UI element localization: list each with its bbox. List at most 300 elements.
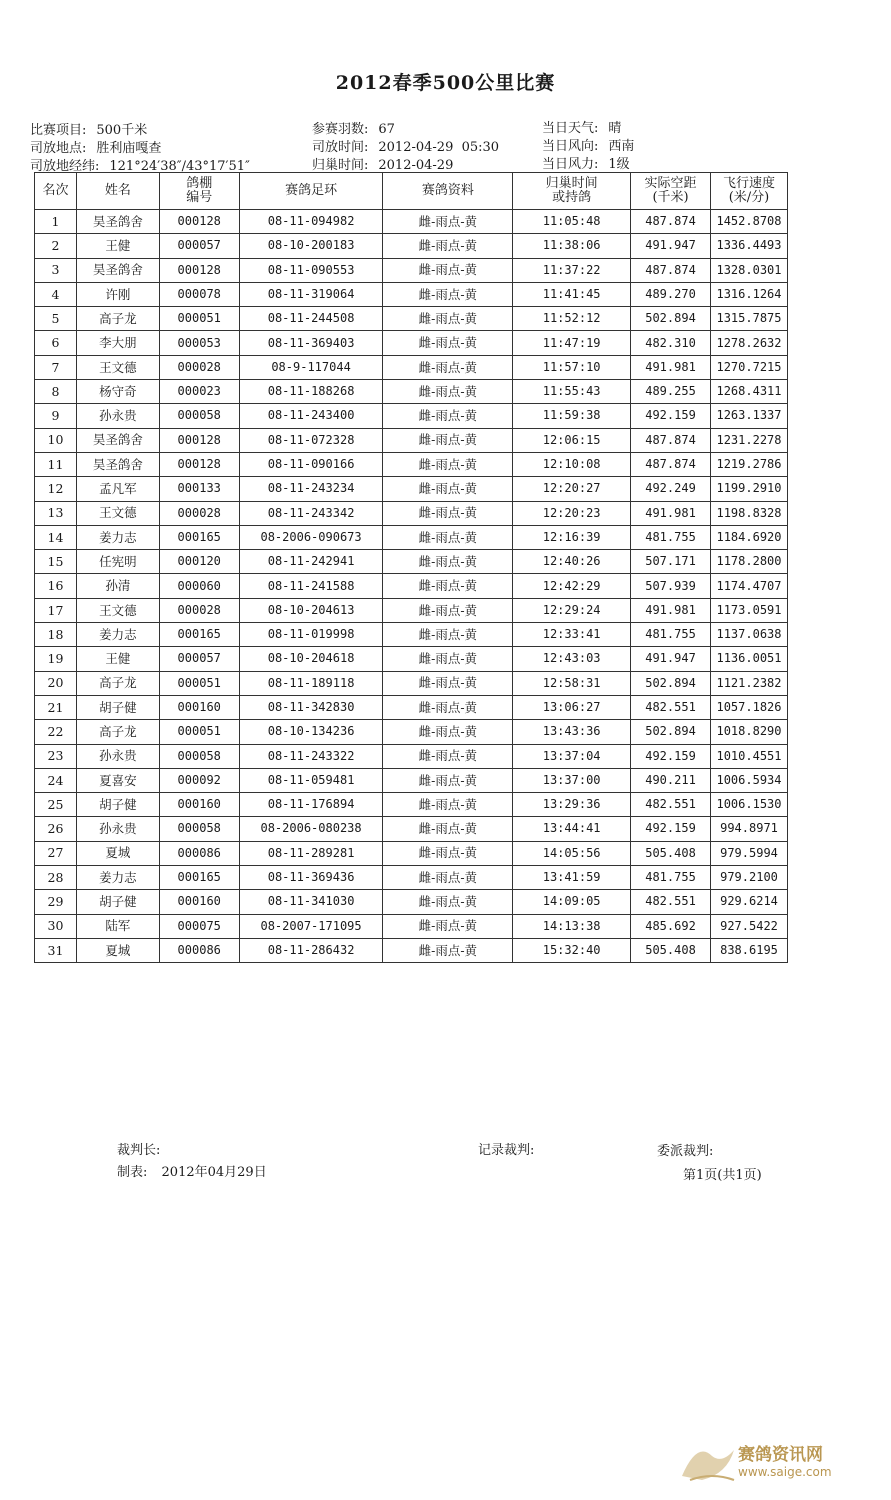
distance-cell: 491.981 (631, 598, 711, 622)
watermark-name: 赛鸽资讯网 (738, 1445, 823, 1465)
header-name: 姓名 (76, 173, 159, 210)
header-rank: 名次 (35, 173, 77, 210)
name-cell: 孙永贵 (76, 404, 159, 428)
loft-cell: 000165 (159, 623, 239, 647)
made-info (117, 1161, 267, 1180)
rank-cell: 26 (35, 817, 77, 841)
entries (312, 118, 395, 137)
table-row (35, 695, 788, 719)
loft-cell: 000128 (159, 258, 239, 282)
table-row (35, 647, 788, 671)
info-cell: 雌-雨点-黄 (383, 210, 513, 234)
ring-cell: 08-10-200183 (239, 234, 383, 258)
release-time (312, 136, 499, 155)
speed-cell: 927.5422 (710, 914, 787, 938)
rank-cell: 13 (35, 501, 77, 525)
info-cell: 雌-雨点-黄 (383, 647, 513, 671)
results-table (34, 172, 788, 963)
distance-cell: 487.874 (631, 428, 711, 452)
table-row (35, 623, 788, 647)
loft-cell: 000086 (159, 841, 239, 865)
table-row (35, 258, 788, 282)
rank-cell: 14 (35, 525, 77, 549)
name-cell: 胡子健 (76, 890, 159, 914)
ring-cell: 08-11-094982 (239, 210, 383, 234)
rank-cell: 25 (35, 793, 77, 817)
table-row (35, 210, 788, 234)
wind-direction (542, 135, 634, 154)
loft-cell: 000051 (159, 720, 239, 744)
name-cell: 陆军 (76, 914, 159, 938)
header-return-time: 归巢时间 或持鸽 (513, 173, 631, 210)
info-cell: 雌-雨点-黄 (383, 282, 513, 306)
time-cell: 13:41:59 (513, 866, 631, 890)
race-item-value: 500千米 (96, 123, 148, 138)
info-cell: 雌-雨点-黄 (383, 841, 513, 865)
name-cell: 昊圣鸽舍 (76, 258, 159, 282)
rank-cell: 10 (35, 428, 77, 452)
name-cell: 昊圣鸽舍 (76, 428, 159, 452)
name-cell: 昊圣鸽舍 (76, 210, 159, 234)
chief-judge-label: 裁判长: (117, 1143, 161, 1158)
time-cell: 12:58:31 (513, 671, 631, 695)
info-cell: 雌-雨点-黄 (383, 793, 513, 817)
speed-cell: 1315.7875 (710, 307, 787, 331)
time-cell: 13:29:36 (513, 793, 631, 817)
time-cell: 11:38:06 (513, 234, 631, 258)
ring-cell: 08-11-289281 (239, 841, 383, 865)
distance-cell: 491.947 (631, 234, 711, 258)
table-row (35, 525, 788, 549)
info-cell: 雌-雨点-黄 (383, 428, 513, 452)
loft-cell: 000086 (159, 938, 239, 962)
rank-cell: 29 (35, 890, 77, 914)
ring-cell: 08-11-243400 (239, 404, 383, 428)
name-cell: 夏城 (76, 841, 159, 865)
speed-cell: 979.5994 (710, 841, 787, 865)
distance-cell: 502.894 (631, 307, 711, 331)
speed-cell: 1336.4493 (710, 234, 787, 258)
rank-cell: 31 (35, 938, 77, 962)
loft-cell: 000120 (159, 550, 239, 574)
rank-cell: 8 (35, 380, 77, 404)
wind-force (542, 153, 630, 172)
loft-cell: 000092 (159, 768, 239, 792)
ring-cell: 08-11-369403 (239, 331, 383, 355)
name-cell: 姜力志 (76, 866, 159, 890)
time-cell: 11:41:45 (513, 282, 631, 306)
speed-cell: 1278.2632 (710, 331, 787, 355)
table-row (35, 355, 788, 379)
speed-cell: 1178.2800 (710, 550, 787, 574)
table-row (35, 793, 788, 817)
loft-cell: 000078 (159, 282, 239, 306)
loft-cell: 000075 (159, 914, 239, 938)
time-cell: 11:57:10 (513, 355, 631, 379)
speed-cell: 1173.0591 (710, 598, 787, 622)
ring-cell: 08-10-134236 (239, 720, 383, 744)
distance-cell: 489.255 (631, 380, 711, 404)
ring-cell: 08-2006-090673 (239, 525, 383, 549)
table-header-row (35, 173, 788, 210)
return-time-value: 2012-04-29 (378, 158, 454, 173)
speed-cell: 1010.4551 (710, 744, 787, 768)
ring-cell: 08-11-188268 (239, 380, 383, 404)
distance-cell: 492.159 (631, 404, 711, 428)
ring-cell: 08-2006-080238 (239, 817, 383, 841)
info-cell: 雌-雨点-黄 (383, 720, 513, 744)
name-cell: 昊圣鸽舍 (76, 452, 159, 476)
time-cell: 12:10:08 (513, 452, 631, 476)
rank-cell: 17 (35, 598, 77, 622)
ring-cell: 08-10-204618 (239, 647, 383, 671)
weather (542, 117, 621, 136)
wind-direction-value: 西南 (608, 139, 635, 154)
info-cell: 雌-雨点-黄 (383, 525, 513, 549)
table-row (35, 938, 788, 962)
record-judge-label: 记录裁判: (478, 1143, 535, 1158)
distance-cell: 491.981 (631, 355, 711, 379)
speed-cell: 929.6214 (710, 890, 787, 914)
info-cell: 雌-雨点-黄 (383, 938, 513, 962)
made-label: 制表: (117, 1165, 148, 1180)
document-title: 2012春季500公里比赛 (335, 72, 556, 94)
rank-cell: 11 (35, 452, 77, 476)
distance-cell: 482.551 (631, 695, 711, 719)
distance-cell: 487.874 (631, 258, 711, 282)
assigned-judge-label: 委派裁判: (657, 1144, 714, 1159)
speed-cell: 1268.4311 (710, 380, 787, 404)
info-cell: 雌-雨点-黄 (383, 890, 513, 914)
info-cell: 雌-雨点-黄 (383, 380, 513, 404)
ring-cell: 08-11-286432 (239, 938, 383, 962)
table-row (35, 866, 788, 890)
rank-cell: 9 (35, 404, 77, 428)
rank-cell: 6 (35, 331, 77, 355)
time-cell: 12:20:23 (513, 501, 631, 525)
speed-cell: 1328.0301 (710, 258, 787, 282)
name-cell: 高子龙 (76, 671, 159, 695)
ring-cell: 08-11-319064 (239, 282, 383, 306)
rank-cell: 24 (35, 768, 77, 792)
name-cell: 姜力志 (76, 525, 159, 549)
time-cell: 14:09:05 (513, 890, 631, 914)
ring-cell: 08-11-059481 (239, 768, 383, 792)
ring-cell: 08-10-204613 (239, 598, 383, 622)
table-row (35, 671, 788, 695)
wind-force-value: 1级 (608, 157, 630, 172)
loft-cell: 000057 (159, 647, 239, 671)
info-cell: 雌-雨点-黄 (383, 817, 513, 841)
distance-cell: 505.408 (631, 841, 711, 865)
release-site-value: 胜利庙嘎查 (96, 141, 162, 156)
release-site-label: 司放地点: (30, 141, 87, 156)
speed-cell: 979.2100 (710, 866, 787, 890)
time-cell: 11:55:43 (513, 380, 631, 404)
name-cell: 王健 (76, 647, 159, 671)
distance-cell: 482.551 (631, 890, 711, 914)
rank-cell: 7 (35, 355, 77, 379)
page-number: 第1页(共1页) (683, 1168, 762, 1183)
speed-cell: 1136.0051 (710, 647, 787, 671)
distance-cell: 507.171 (631, 550, 711, 574)
ring-cell: 08-11-341030 (239, 890, 383, 914)
time-cell: 11:37:22 (513, 258, 631, 282)
distance-cell: 481.755 (631, 525, 711, 549)
table-row (35, 914, 788, 938)
distance-cell: 492.159 (631, 817, 711, 841)
ring-cell: 08-11-090166 (239, 452, 383, 476)
info-cell: 雌-雨点-黄 (383, 550, 513, 574)
loft-cell: 000051 (159, 671, 239, 695)
loft-cell: 000060 (159, 574, 239, 598)
time-cell: 13:37:00 (513, 768, 631, 792)
name-cell: 孟凡军 (76, 477, 159, 501)
entries-value: 67 (378, 122, 395, 137)
name-cell: 姜力志 (76, 623, 159, 647)
time-cell: 11:59:38 (513, 404, 631, 428)
name-cell: 王健 (76, 234, 159, 258)
loft-cell: 000028 (159, 598, 239, 622)
distance-cell: 481.755 (631, 866, 711, 890)
header-distance: 实际空距 (千米) (631, 173, 711, 210)
loft-cell: 000058 (159, 817, 239, 841)
speed-cell: 994.8971 (710, 817, 787, 841)
ring-cell: 08-11-241588 (239, 574, 383, 598)
loft-cell: 000160 (159, 695, 239, 719)
ring-cell: 08-11-072328 (239, 428, 383, 452)
time-cell: 12:29:24 (513, 598, 631, 622)
info-cell: 雌-雨点-黄 (383, 623, 513, 647)
release-coords-value: 121°24′38″/43°17′51″ (109, 159, 250, 174)
name-cell: 李大朋 (76, 331, 159, 355)
distance-cell: 492.159 (631, 744, 711, 768)
wind-force-label: 当日风力: (542, 157, 599, 172)
made-date: 2012年04月29日 (161, 1165, 267, 1180)
ring-cell: 08-11-242941 (239, 550, 383, 574)
rank-cell: 18 (35, 623, 77, 647)
table-row (35, 817, 788, 841)
distance-cell: 485.692 (631, 914, 711, 938)
rank-cell: 1 (35, 210, 77, 234)
loft-cell: 000053 (159, 331, 239, 355)
speed-cell: 1057.1826 (710, 695, 787, 719)
rank-cell: 28 (35, 866, 77, 890)
distance-cell: 502.894 (631, 720, 711, 744)
header-loft-no: 鸽棚 编号 (159, 173, 239, 210)
loft-cell: 000128 (159, 428, 239, 452)
speed-cell: 1006.1530 (710, 793, 787, 817)
table-row (35, 768, 788, 792)
distance-cell: 491.947 (631, 647, 711, 671)
watermark-url: www.saige.com (738, 1465, 832, 1479)
ring-cell: 08-11-019998 (239, 623, 383, 647)
speed-cell: 1270.7215 (710, 355, 787, 379)
rank-cell: 3 (35, 258, 77, 282)
release-coords-label: 司放地经纬: (30, 159, 100, 174)
ring-cell: 08-11-243322 (239, 744, 383, 768)
loft-cell: 000028 (159, 355, 239, 379)
distance-cell: 490.211 (631, 768, 711, 792)
rank-cell: 16 (35, 574, 77, 598)
time-cell: 13:44:41 (513, 817, 631, 841)
time-cell: 13:06:27 (513, 695, 631, 719)
speed-cell: 1219.2786 (710, 452, 787, 476)
time-cell: 12:20:27 (513, 477, 631, 501)
loft-cell: 000057 (159, 234, 239, 258)
speed-cell: 1018.8290 (710, 720, 787, 744)
table-row (35, 234, 788, 258)
table-row (35, 307, 788, 331)
distance-cell: 491.981 (631, 501, 711, 525)
speed-cell: 1174.4707 (710, 574, 787, 598)
info-cell: 雌-雨点-黄 (383, 331, 513, 355)
header-speed: 飞行速度 (米/分) (710, 173, 787, 210)
speed-cell: 1006.5934 (710, 768, 787, 792)
loft-cell: 000058 (159, 744, 239, 768)
name-cell: 王文德 (76, 355, 159, 379)
name-cell: 胡子健 (76, 695, 159, 719)
table-row (35, 744, 788, 768)
rank-cell: 30 (35, 914, 77, 938)
name-cell: 许刚 (76, 282, 159, 306)
time-cell: 14:05:56 (513, 841, 631, 865)
table-row (35, 331, 788, 355)
speed-cell: 1231.2278 (710, 428, 787, 452)
time-cell: 11:05:48 (513, 210, 631, 234)
name-cell: 夏喜安 (76, 768, 159, 792)
distance-cell: 502.894 (631, 671, 711, 695)
rank-cell: 20 (35, 671, 77, 695)
return-time-label: 归巢时间: (312, 158, 369, 173)
speed-cell: 1198.8328 (710, 501, 787, 525)
loft-cell: 000160 (159, 890, 239, 914)
speed-cell: 1452.8708 (710, 210, 787, 234)
speed-cell: 1199.2910 (710, 477, 787, 501)
table-row (35, 282, 788, 306)
speed-cell: 1316.1264 (710, 282, 787, 306)
name-cell: 王文德 (76, 501, 159, 525)
info-cell: 雌-雨点-黄 (383, 234, 513, 258)
loft-cell: 000165 (159, 525, 239, 549)
name-cell: 孙清 (76, 574, 159, 598)
ring-cell: 08-2007-171095 (239, 914, 383, 938)
rank-cell: 27 (35, 841, 77, 865)
distance-cell: 505.408 (631, 938, 711, 962)
loft-cell: 000023 (159, 380, 239, 404)
header-ring: 赛鸽足环 (239, 173, 383, 210)
name-cell: 任宪明 (76, 550, 159, 574)
name-cell: 孙永贵 (76, 744, 159, 768)
time-cell: 12:40:26 (513, 550, 631, 574)
time-cell: 13:43:36 (513, 720, 631, 744)
table-row (35, 477, 788, 501)
distance-cell: 492.249 (631, 477, 711, 501)
rank-cell: 19 (35, 647, 77, 671)
table-row (35, 598, 788, 622)
speed-cell: 1184.6920 (710, 525, 787, 549)
distance-cell: 482.310 (631, 331, 711, 355)
speed-cell: 838.6195 (710, 938, 787, 962)
rank-cell: 22 (35, 720, 77, 744)
ring-cell: 08-11-342830 (239, 695, 383, 719)
ring-cell: 08-11-243342 (239, 501, 383, 525)
info-cell: 雌-雨点-黄 (383, 744, 513, 768)
distance-cell: 489.270 (631, 282, 711, 306)
info-cell: 雌-雨点-黄 (383, 671, 513, 695)
ring-cell: 08-11-243234 (239, 477, 383, 501)
name-cell: 夏城 (76, 938, 159, 962)
name-cell: 高子龙 (76, 720, 159, 744)
name-cell: 胡子健 (76, 793, 159, 817)
release-site (30, 137, 161, 156)
info-cell: 雌-雨点-黄 (383, 598, 513, 622)
info-cell: 雌-雨点-黄 (383, 768, 513, 792)
release-time-label: 司放时间: (312, 140, 369, 155)
ring-cell: 08-11-189118 (239, 671, 383, 695)
rank-cell: 21 (35, 695, 77, 719)
name-cell: 高子龙 (76, 307, 159, 331)
entries-label: 参赛羽数: (312, 122, 369, 137)
time-cell: 14:13:38 (513, 914, 631, 938)
loft-cell: 000028 (159, 501, 239, 525)
speed-cell: 1263.1337 (710, 404, 787, 428)
loft-cell: 000051 (159, 307, 239, 331)
info-cell: 雌-雨点-黄 (383, 404, 513, 428)
distance-cell: 507.939 (631, 574, 711, 598)
loft-cell: 000058 (159, 404, 239, 428)
distance-cell: 482.551 (631, 793, 711, 817)
time-cell: 11:47:19 (513, 331, 631, 355)
distance-cell: 487.874 (631, 210, 711, 234)
ring-cell: 08-11-090553 (239, 258, 383, 282)
name-cell: 孙永贵 (76, 817, 159, 841)
distance-cell: 487.874 (631, 452, 711, 476)
info-cell: 雌-雨点-黄 (383, 574, 513, 598)
table-row (35, 452, 788, 476)
ring-cell: 08-9-117044 (239, 355, 383, 379)
time-cell: 11:52:12 (513, 307, 631, 331)
loft-cell: 000128 (159, 452, 239, 476)
time-cell: 13:37:04 (513, 744, 631, 768)
ring-cell: 08-11-244508 (239, 307, 383, 331)
table-row (35, 501, 788, 525)
loft-cell: 000128 (159, 210, 239, 234)
info-cell: 雌-雨点-黄 (383, 258, 513, 282)
table-row (35, 404, 788, 428)
info-cell: 雌-雨点-黄 (383, 501, 513, 525)
results-body (35, 210, 788, 963)
rank-cell: 23 (35, 744, 77, 768)
weather-label: 当日天气: (542, 121, 599, 136)
wind-direction-label: 当日风向: (542, 139, 599, 154)
speed-cell: 1121.2382 (710, 671, 787, 695)
info-cell: 雌-雨点-黄 (383, 452, 513, 476)
rank-cell: 12 (35, 477, 77, 501)
info-cell: 雌-雨点-黄 (383, 866, 513, 890)
distance-cell: 481.755 (631, 623, 711, 647)
return-time (312, 154, 453, 173)
table-row (35, 841, 788, 865)
table-row (35, 720, 788, 744)
time-cell: 15:32:40 (513, 938, 631, 962)
info-cell: 雌-雨点-黄 (383, 355, 513, 379)
time-cell: 12:33:41 (513, 623, 631, 647)
name-cell: 王文德 (76, 598, 159, 622)
ring-cell: 08-11-369436 (239, 866, 383, 890)
loft-cell: 000133 (159, 477, 239, 501)
info-cell: 雌-雨点-黄 (383, 914, 513, 938)
